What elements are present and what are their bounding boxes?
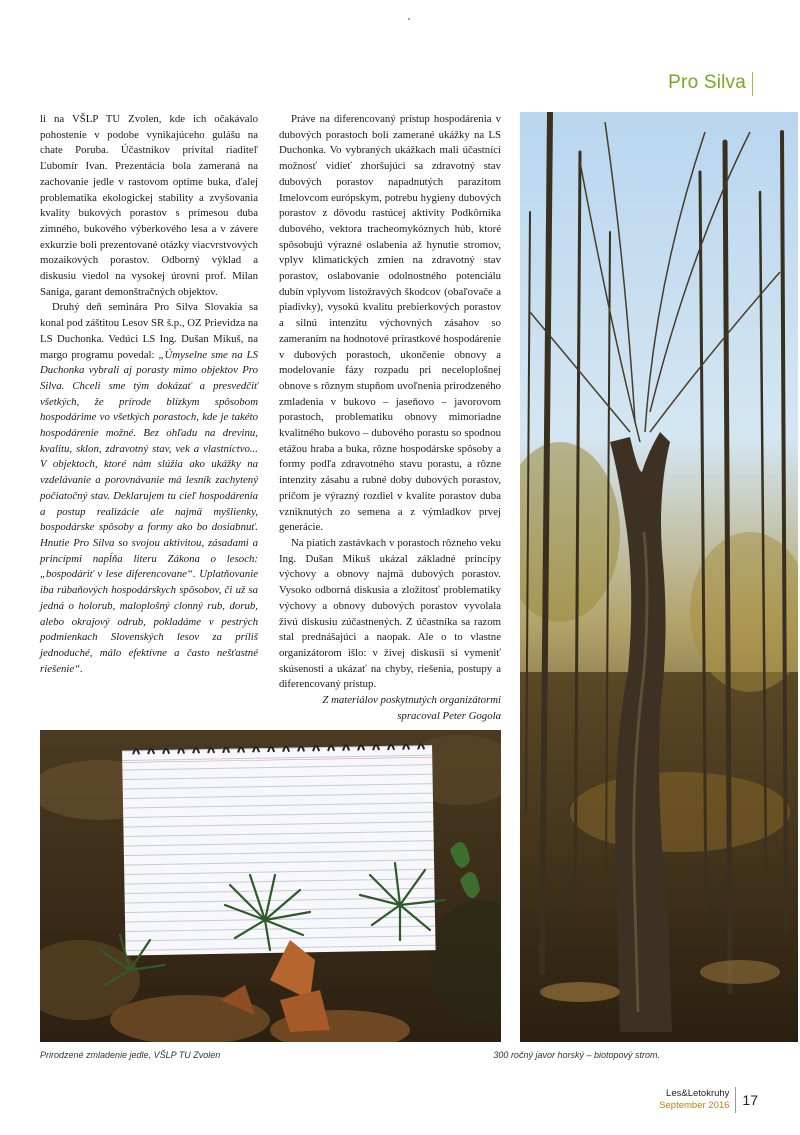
body-text: li na VŠLP TU Zvolen, kde ich očakávalo pohostenie v podobe vynikajúceho gulášu na chate Poruba. Účastníkov privítal riaditeľ Ľubomír Ivan. Prezentácia bola zameraná na zachovanie jedle v rastovom optime buka, ďalej problematika ekologickej stability a zvyšovania kvality bukových porastov s prímesou duba zimného, bukového výberkového lesa a v závere exkurzie boli prezentované otázky viacvrstvových mozaikových porastov. Odborný výklad a diskusiu viedol na vysokej úrovni prof. Milan Saniga, garant demonštračných objektov. bbox=[40, 113, 258, 298]
photo-caption-fir-seedlings: Prirodzené zmladenie jedle, VŠLP TU Zvolen bbox=[40, 1050, 221, 1060]
photo-fir-seedlings-image bbox=[40, 730, 501, 1042]
photo-caption-maple-tree: 300 ročný javor horský – biotopový strom. bbox=[493, 1050, 660, 1060]
photo-maple-tree bbox=[520, 112, 798, 1042]
quote-text: „Úmyselne sme na LS Duchonka vybrali aj porasty mimo objektov Pro Silva. Chceli sme tým dokázať a presvedčiť všetkých, že prírode blízkym spôsobom hospodárime vo všetkých porastoch, kde je takéto hospodárenie možné. Bez ohľadu na drevinu, kvalitu, sklon, zdravotný stav, vek a vlastníctvo... V objektoch, ktoré nám slúžia ako ukážky na vzdelávanie a porovnávanie má lesník zachytený počiatočný stav. Deklarujem tu cieľ hospodárenia a postup realizácie ale najmä myšlienky, bospodárske spôsoby a formy ako bo dosiabnuť. Hnutie Pro Silva so svojou aktivitou, zásadami a princípmi napĺňa literu Zákona o lesoch: „bospodáriť v lese diferencovane“. Uplatňovanie iba rúbaňových hospodárskych spôsobov, či už sa jedná o holorub, maloplošný clonný rub, dorub, alebo okrajový odrub, pokladáme v pestrých podmienkach Slovenských lesov za príliš jednoduché, málo efektívne a často nešťastné riešenie“. bbox=[40, 348, 258, 675]
article-paragraph bbox=[40, 300, 258, 677]
scan-speck bbox=[408, 18, 410, 20]
text-column-2 bbox=[279, 112, 501, 724]
body-text: Na piatich zastávkach v porastoch rôzneho veku Ing. Dušan Mikuš ukázal základné princípy výchovy a obnovy najmä dubových porastov. Vysoko odborná diskusia a zložitosť problematiky výchovy a obnovy dubových porastov vyvolala živú diskusiu zúčastnených. Z účastníka sa razom stal prednášajúci a naopak. Ale o to vlastne organizátorom išlo: v živej diskusii si vymeniť skúsenosti a ukázať na chyby, riešenia, postupy a diferencovaný prístup. bbox=[279, 536, 501, 691]
footer-divider bbox=[735, 1087, 736, 1113]
footer-magazine-name: Les&Letokruhy bbox=[666, 1088, 730, 1099]
article-paragraph bbox=[279, 536, 501, 693]
article-signature: Z materiálov poskytnutých organizátormi spracoval Peter Gogola bbox=[322, 694, 501, 722]
photo-fir-seedlings bbox=[40, 730, 501, 1042]
footer-publication bbox=[659, 1088, 729, 1112]
body-text: Práve na diferencovaný prístup hospodárenia v dubových porastoch boli zamerané ukážky na LS Duchonka. Vo vybraných ukážkach mali účastníci možnosť vidieť zhoršujúci sa zdravotný stav dubových porastov napadnutých parazitom Imelovcom európskym, potrebu hygieny dubových porastov z dôvodu rastúcej aktivity Podkôrnika dubového, vektora tracheomykóznych húb, ktoré spôsobujú výrazné oslabenia až hynutie stromov, vplyv klimatických zmien na zdravotný stav porastov, oslabovanie odolnostného potenciálu dubín vplyvom listožravých škodcov (obaľovače a piadivky), vysokú kvalitu prebierkových porastov a silnú intenzitu výchovných zásahov so zameraním na hodnotové prírastkové hospodárenie v dubových porastoch, ukončenie obnovy a modelovanie fázy rozpadu pri neceloplošnej obnove s rôznym stupňom uvoľnenia prirodzeného zmladenia v bukovo – jaseňovo – javorovom porastoch, problematiku obnovy mimoriadne kvalitného bukovo – dubového porastu so spodnou etážou hraba a buka, rôzne hospodárske spôsoby a formy podľa zdravotného stavu porastu, a rôzne intenzity zásahu a rubné doby dubových porastov, pričom je výrazný rozdiel v kvalite porastov duba vzniknutých zo semena a z výmladkov prvej generácie. bbox=[279, 113, 501, 534]
body-text: Druhý deň seminára Pro Silva Slovakia sa konal pod záštitou Lesov SR š.p., OZ Prievidza na LS Duchonka. Vedúci LS Ing. Dušan Mikuš, na margo programu povedal: bbox=[40, 301, 259, 361]
article-paragraph bbox=[279, 112, 501, 536]
photo-maple-tree-image bbox=[520, 112, 798, 1042]
page-number: 17 bbox=[742, 1092, 758, 1108]
page-footer bbox=[659, 1087, 758, 1113]
footer-issue-date: September 2016 bbox=[659, 1100, 730, 1111]
article-paragraph bbox=[40, 112, 258, 300]
text-column-1 bbox=[40, 112, 258, 677]
section-label: Pro Silva bbox=[668, 72, 746, 93]
section-divider bbox=[752, 72, 753, 96]
